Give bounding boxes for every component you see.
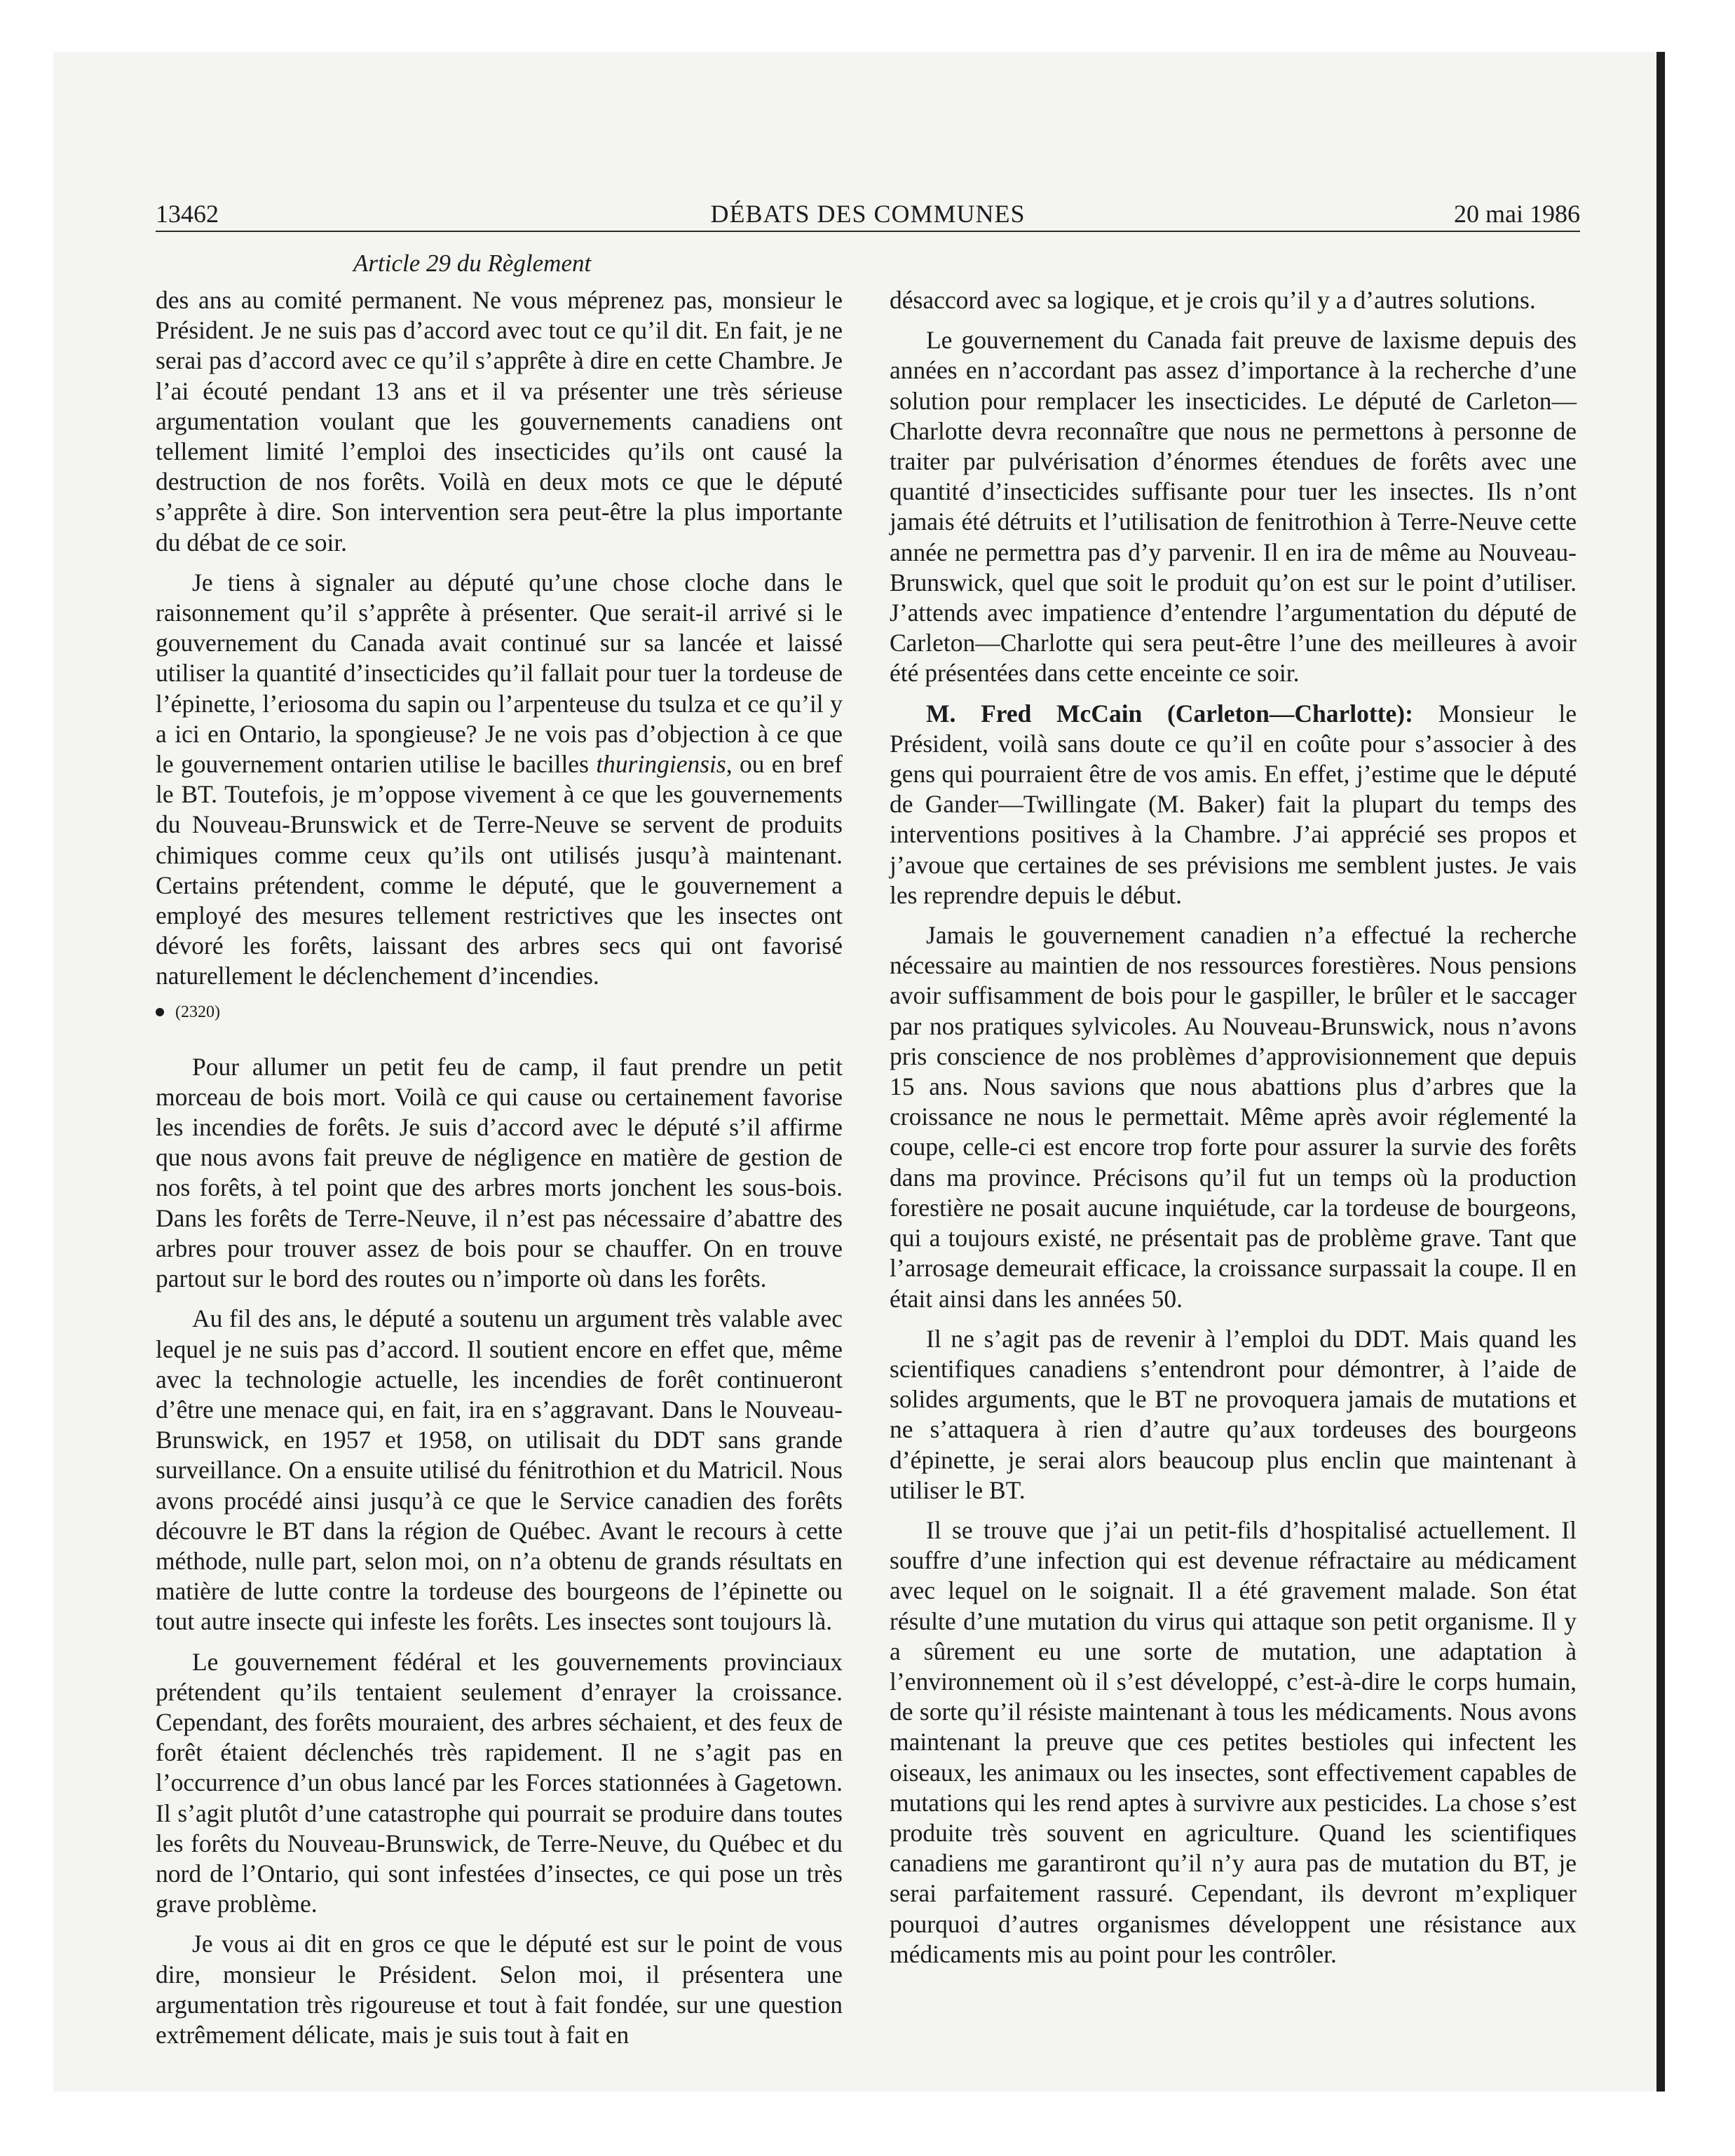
paragraph: désaccord avec sa logique, et je crois qu’il y a d’autres solutions.: [890, 286, 1536, 314]
timestamp: (2320): [175, 1002, 220, 1021]
paragraph: des ans au comité permanent. Ne vous méprenez pas, monsieur le Président. Je ne suis pas d’accord avec tout ce qu’il dit. En fait, je ne serai pas d’accord avec ce qu’il s’apprête à dire en cette Chambre. Je l’ai écouté pendant 13 ans et il va présenter une très sérieuse argumentation voulant que les gouvernements canadiens ont tellement limité l’emploi des insecticides qu’ils ont causé la destruction de nos forêts. Voilà en deux mots ce que le député s’apprête à dire. Son intervention sera peut-être la plus importante du débat de ce soir.: [156, 286, 843, 557]
timestamp-marker: [156, 1002, 843, 1023]
scan-edge-bar: [1656, 52, 1665, 2092]
paragraph: [156, 568, 843, 992]
paragraph: Il ne s’agit pas de revenir à l’emploi du DDT. Mais quand les scientifiques canadiens s’entendront pour démontrer, à l’aide de solides arguments, que le BT ne provoquera jamais de mutations et ne s’attaquera à rien d’autre qu’aux tordeuses des bourgeons d’épinette, je serai alors beaucoup plus enclin que maintenant à utiliser le BT.: [890, 1324, 1577, 1504]
page-number: 13462: [156, 200, 219, 228]
paragraph-text: Monsieur le Président, voilà sans doute ce qu’il en coûte pour s’associer à des gens qui pourraient être de vos amis. En effet, j’estime que le député de Gander—Twillingate (M. Baker) fait la plupart du temps des interventions positives à la Chambre. J’ai apprécié ses propos et j’avoue que certaines de ses prévisions me semblent justes. Je vais les reprendre depuis le début.: [890, 699, 1577, 909]
publication-date: 20 mai 1986: [1454, 200, 1580, 228]
text-columns: [156, 285, 1580, 2073]
paragraph-text: , ou en bref le BT. Toutefois, je m’oppose vivement à ce que les gouvernements du Nouveau-Brunswick et de Terre-Neuve se servent de produits chimiques comme ceux qu’ils ont utilisés jusqu’à maintenant. Certains prétendent, comme le député, que le gouvernement a employé des mesures tellement restrictives que les insectes ont dévoré les forêts, laissant des arbres secs qui ont favorisé naturellement le déclenchement d’incendies.: [156, 750, 843, 990]
paragraph: Il se trouve que j’ai un petit-fils d’hospitalisé actuellement. Il souffre d’une infection qui est devenue réfractaire au médicament avec lequel on le soignait. Il a été gravement malade. Son état résulte d’une mutation du virus qui attaque son petit organisme. Il y a sûrement eu une sorte de mutation, une adaptation à l’environnement où il s’est développé, c’est-à-dire le corps humain, de sorte qu’il résiste maintenant à tous les médicaments. Nous avons maintenant la preuve que ces petites bestioles qui infectent les oiseaux, les animaux ou les insectes, sont effectivement capables de mutations qui les rend aptes à survivre aux pesticides. La chose s’est produite très souvent en agriculture. Quand les scientifiques canadiens me garantiront qu’il n’y aura pas de mutation du BT, je serai parfaitement rassuré. Cependant, ils devront m’expliquer pourquoi d’autres organismes développent une résistance aux médicaments mis au point pour les contrôler.: [890, 1515, 1577, 1968]
left-column: [156, 285, 843, 2060]
paragraph: Le gouvernement du Canada fait preuve de laxisme depuis des années en n’accordant pas assez d’importance à la recherche d’une solution pour remplacer les insecticides. Le député de Carleton—Charlotte devra reconnaître que nous ne permettons à personne de traiter par pulvérisation d’énormes étendues de forêts avec une quantité d’insecticides suffisante pour tuer les insectes. Ils n’ont jamais été détruits et l’utilisation de fenitrothion à Terre-Neuve cette année ne permettra pas d’y parvenir. Il en ira de même au Nouveau-Brunswick, quel que soit le produit qu’on est sur le point d’utiliser. J’attends avec impatience d’entendre l’argumentation du député de Carleton—Charlotte qui sera peut-être l’une des meilleures à avoir été présentées dans cette enceinte ce soir.: [890, 326, 1577, 688]
speaker-name: M. Fred McCain (Carleton—Charlotte):: [926, 699, 1413, 728]
paragraph: [890, 699, 1577, 910]
paragraph: Je vous ai dit en gros ce que le député est sur le point de vous dire, monsieur le Président. Selon moi, il présentera une argumentation très rigoureuse et tout à fait fondée, sur une question extrêmement délicate, mais je suis tout à fait en: [156, 1930, 843, 2049]
running-header: [156, 200, 1580, 228]
paragraph-text: Je tiens à signaler au député qu’une chose cloche dans le raisonnement qu’il s’apprête à présenter. Que serait-il arrivé si le gouvernement du Canada avait continué sur sa lancée et laissé utiliser la quantité d’insecticides qu’il fallait pour tuer la tordeuse de l’épinette, l’eriosoma du sapin ou l’arpenteuse du tsulza et ce qu’il y a ici en Ontario, la spongieuse? Je ne vois pas d’objection à ce que le gouvernement ontarien utilise le bacilles: [156, 568, 843, 779]
italic-term: thuringiensis: [596, 750, 726, 779]
publication-title: DÉBATS DES COMMUNES: [710, 200, 1026, 228]
paragraph: Pour allumer un petit feu de camp, il faut prendre un petit morceau de bois mort. Voilà ce qui cause ou certainement favorise les incendies de forêts. Je suis d’accord avec le député s’il affirme que nous avons fait preuve de négligence en matière de gestion de nos forêts, à tel point que des arbres morts jonchent les sous-bois. Dans les forêts de Terre-Neuve, il n’est pas nécessaire d’abattre des arbres pour trouver assez de bois pour se chauffer. On en trouve partout sur le bord des routes ou n’importe où dans les forêts.: [156, 1052, 843, 1293]
paragraph: Jamais le gouvernement canadien n’a effectué la recherche nécessaire au maintien de nos ressources forestières. Nous pensions avoir suffisamment de bois pour le gaspiller, le brûler et le saccager par nos pratiques sylvicoles. Au Nouveau-Brunswick, nous n’avons pris conscience de nos problèmes d’approvisionnement que depuis 15 ans. Nous savions que nous abattions plus d’arbres que la croissance ne nous le permettait. Même après avoir réglementé la coupe, celle-ci est encore trop forte pour assurer la survie des forêts dans ma province. Précisons qu’il fut un temps où la production forestière ne posait aucune inquiétude, car la tordeuse de bourgeons, qui a toujours existé, ne présentait pas de problème grave. Tant que l’arrosage demeurait efficace, la croissance surpassait la coupe. Il en était ainsi dans les années 50.: [890, 921, 1577, 1313]
paragraph: Le gouvernement fédéral et les gouvernements provinciaux prétendent qu’ils tentaient seulement d’enrayer la croissance. Cependant, des forêts mouraient, des arbres séchaient, et des feux de forêt étaient déclenchés très rapidement. Il ne s’agit pas en l’occurrence d’un obus lancé par les Forces stationnées à Gagetown. Il s’agit plutôt d’une catastrophe qui pourrait se produire dans toutes les forêts du Nouveau-Brunswick, de Terre-Neuve, du Québec et du nord de l’Ontario, qui sont infestées d’insectes, ce qui pose un très grave problème.: [156, 1647, 843, 1918]
section-heading: Article 29 du Règlement: [353, 250, 592, 277]
paragraph: Au fil des ans, le député a soutenu un argument très valable avec lequel je ne suis pas d’accord. Il soutient encore en effet que, même avec la technologie actuelle, les incendies de forêt continueront d’être une menace qui, en fait, ira en s’aggravant. Dans le Nouveau-Brunswick, en 1957 et 1958, on utilisait du DDT sans grande surveillance. On a ensuite utilisé du fénitrothion et du Matricil. Nous avons procédé ainsi jusqu’à ce que le Service canadien des forêts découvre le BT dans la région de Québec. Avant le recours à cette méthode, nulle part, selon moi, on n’a obtenu de grands résultats en matière de lutte contre la tordeuse des bourgeons de l’épinette ou tout autre insecte qui infeste les forêts. Les insectes sont toujours là.: [156, 1304, 843, 1636]
header-rule: [156, 231, 1580, 232]
document-page: [156, 200, 1580, 2073]
bullet-icon: [156, 1008, 164, 1016]
right-column: [890, 285, 1577, 1979]
